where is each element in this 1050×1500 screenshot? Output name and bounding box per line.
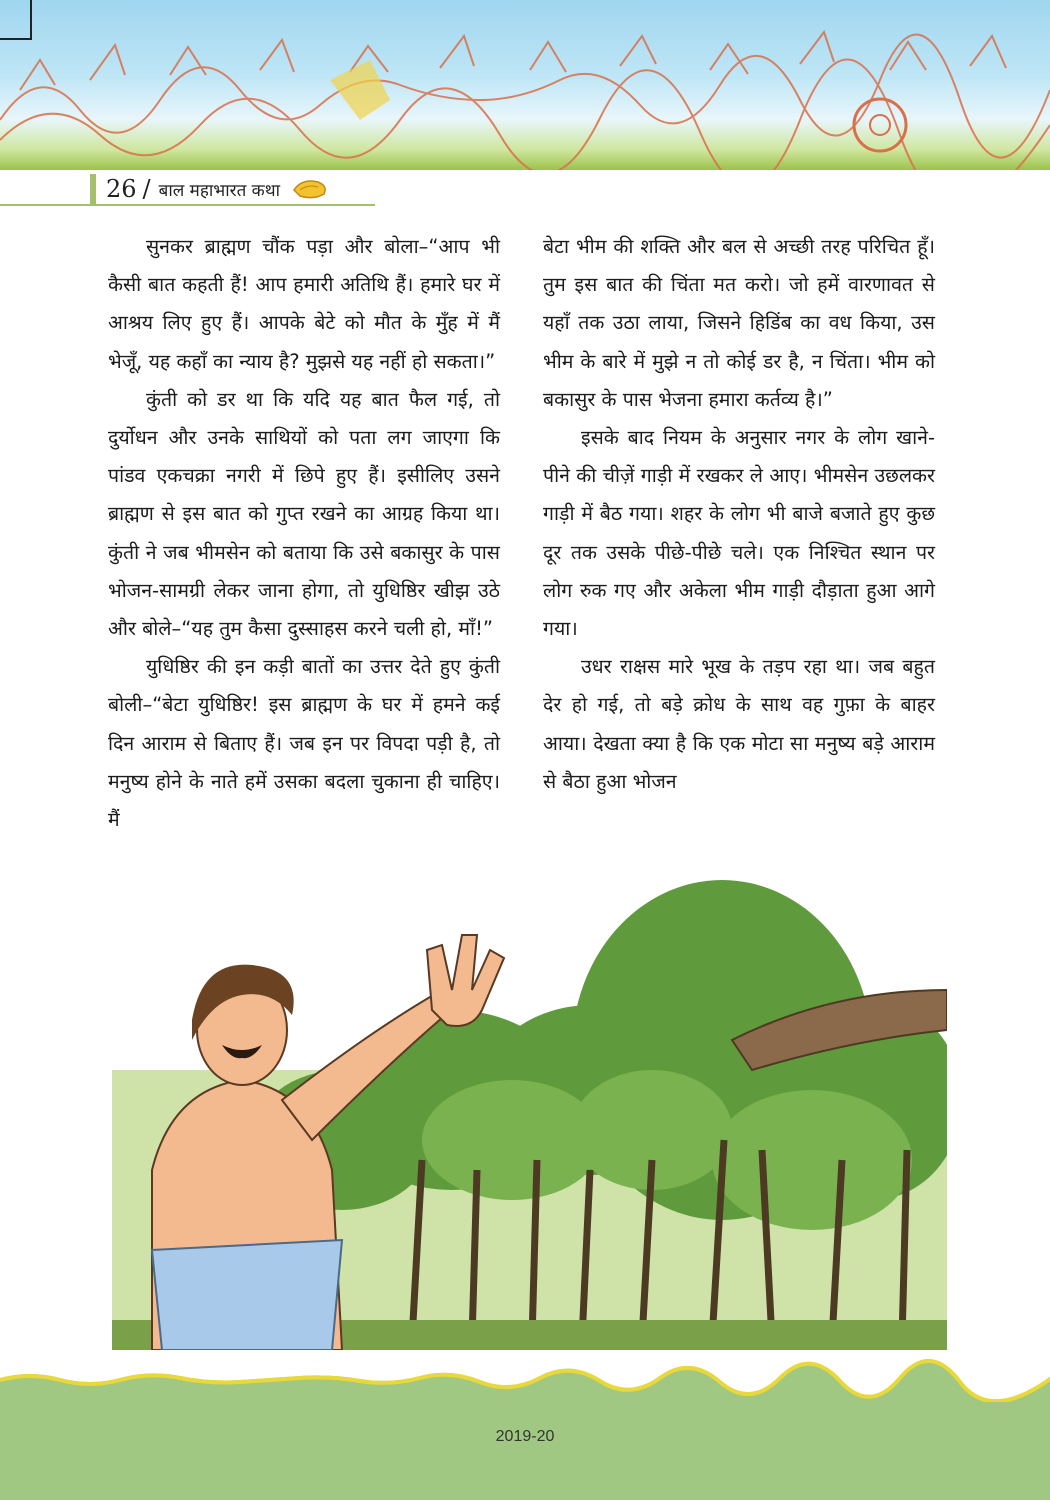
text-column-right [543, 228, 935, 801]
running-head [90, 172, 330, 206]
warriors-frieze-illustration [0, 0, 1050, 170]
edition-year: 2019-20 [495, 1428, 555, 1445]
running-head-separator: / [142, 175, 151, 203]
paragraph: युधिष्ठिर की इन कड़ी बातों का उत्तर देते हुए कुंती बोली–“बेटा युधिष्ठिर! इस ब्राह्मण के घर में हमने कई दिन आराम से बिताए हैं। जब इन पर विपदा पड़ी है, तो मनुष्य होने के नाते हमें उसका बदला चुकाना ही चाहिए। मैं [108, 655, 500, 832]
paragraph: सुनकर ब्राह्मण चौंक पड़ा और बोला–“आप भी कैसी बात कहती हैं! आप हमारी अतिथि हैं। हमारे घर में आश्रय लिए हुए हैं। आपके बेटे को मौत के मुँह में मैं भेजूँ, यह कहाँ का न्याय है? मुझसे यह नहीं हो सकता।” [108, 235, 500, 373]
paragraph: उधर राक्षस मारे भूख के तड़प रहा था। जब बहुत देर हो गई, तो बड़े क्रोध के साथ वह गुफ़ा के बाहर आया। देखता क्या है कि एक मोटा सा मनुष्य बड़े आराम से बैठा हुआ भोजन [543, 655, 935, 793]
page-number: 26 [106, 175, 137, 203]
running-head-rule [0, 204, 375, 206]
footer-wave-border [0, 1356, 1050, 1402]
header-banner [0, 0, 1050, 170]
crop-mark [0, 38, 32, 40]
running-head-bar [90, 174, 96, 204]
paragraph: कुंती को डर था कि यदि यह बात फैल गई, तो दुर्योधन और उनके साथियों को पता लग जाएगा कि पांडव एकचक्रा नगरी में छिपे हुए हैं। इसीलिए उसने ब्राह्मण से इस बात को गुप्त रखने का आग्रह किया था। कुंती ने जब भीमसेन को बताया कि उसे बकासुर के पास भोजन-सामग्री लेकर जाना होगा, तो युधिष्ठिर खीझ उठे और बोले–“यह तुम कैसा दुस्साहस करने चली हो, माँ!” [108, 387, 500, 641]
chariot-wheel-icon [854, 99, 906, 151]
raised-hand [427, 935, 504, 1026]
crop-mark [30, 0, 32, 40]
bhima-forest-illustration [112, 840, 947, 1350]
paragraph: इसके बाद नियम के अनुसार नगर के लोग खाने-पीने की चीज़ें गाड़ी में रखकर ले आए। भीमसेन उछलकर गाड़ी में बैठ गया। शहर के लोग भी बाजे बजाते हुए कुछ दूर तक उसके पीछे-पीछे चले। एक निश्चित स्थान पर लोग रुक गए और अकेला भीम गाड़ी दौड़ाता हुआ आगे गया। [543, 426, 935, 641]
paragraph: बेटा भीम की शक्ति और बल से अच्छी तरह परिचित हूँ। तुम इस बात की चिंता मत करो। जो हमें वारणावत से यहाँ तक उठा लाया, जिसने हिडिंब का वध किया, उस भीम के बारे में मुझे न तो कोई डर है, न चिंता। भीम को बकासुर के पास भेजना हमारा कर्तव्य है।” [543, 235, 935, 411]
conch-shell-icon [290, 176, 330, 202]
book-title: बाल महाभारत कथा [158, 180, 280, 201]
text-column-left [108, 228, 500, 839]
